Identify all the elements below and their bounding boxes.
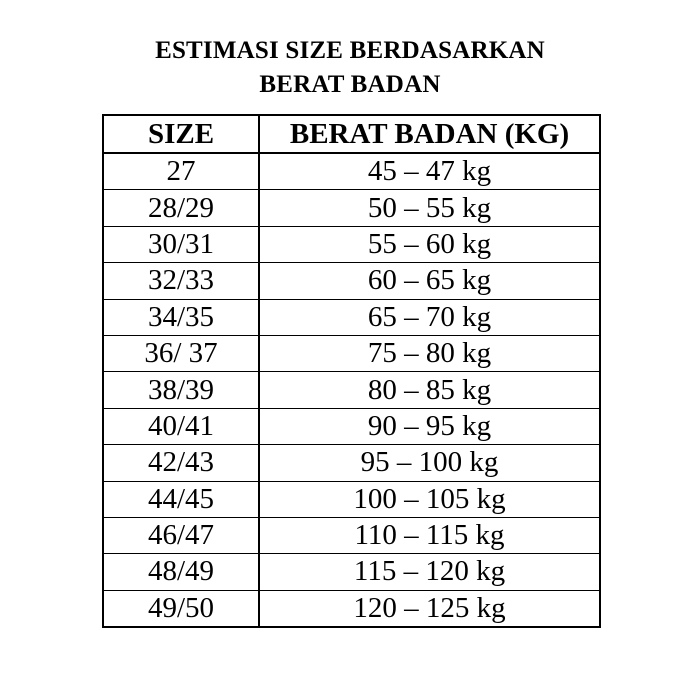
table-row: [103, 408, 600, 444]
table-header-row: [103, 115, 600, 153]
size-cell: 38/39: [103, 372, 259, 408]
size-cell: 42/43: [103, 445, 259, 481]
size-chart-table: [102, 114, 601, 628]
table-row: [103, 445, 600, 481]
column-header-size: SIZE: [103, 115, 259, 153]
weight-cell: 110 – 115 kg: [259, 517, 600, 553]
column-header-weight: BERAT BADAN (KG): [259, 115, 600, 153]
table-row: [103, 153, 600, 190]
weight-cell: 100 – 105 kg: [259, 481, 600, 517]
table-row: [103, 481, 600, 517]
weight-cell: 65 – 70 kg: [259, 299, 600, 335]
size-cell: 44/45: [103, 481, 259, 517]
table-row: [103, 299, 600, 335]
size-cell: 46/47: [103, 517, 259, 553]
table-row: [103, 335, 600, 371]
size-cell: 32/33: [103, 263, 259, 299]
size-cell: 30/31: [103, 226, 259, 262]
size-cell: 49/50: [103, 590, 259, 627]
page-title-line-1: ESTIMASI SIZE BERDASARKAN: [155, 37, 545, 64]
weight-cell: 120 – 125 kg: [259, 590, 600, 627]
weight-cell: 60 – 65 kg: [259, 263, 600, 299]
table-row: [103, 190, 600, 226]
table-row: [103, 590, 600, 627]
weight-cell: 115 – 120 kg: [259, 554, 600, 590]
table-row: [103, 554, 600, 590]
size-cell: 36/ 37: [103, 335, 259, 371]
size-cell: 40/41: [103, 408, 259, 444]
size-cell: 28/29: [103, 190, 259, 226]
weight-cell: 90 – 95 kg: [259, 408, 600, 444]
table-row: [103, 517, 600, 553]
size-cell: 34/35: [103, 299, 259, 335]
table-row: [103, 226, 600, 262]
weight-cell: 95 – 100 kg: [259, 445, 600, 481]
weight-cell: 50 – 55 kg: [259, 190, 600, 226]
table-row: [103, 263, 600, 299]
weight-cell: 45 – 47 kg: [367, 155, 492, 188]
size-cell: 48/49: [103, 554, 259, 590]
page-title-line-2: BERAT BADAN: [259, 71, 441, 98]
weight-cell: 55 – 60 kg: [259, 226, 600, 262]
size-cell: 27: [103, 153, 259, 190]
weight-cell: 80 – 85 kg: [259, 372, 600, 408]
table-row: [103, 372, 600, 408]
weight-cell: 75 – 80 kg: [259, 335, 600, 371]
